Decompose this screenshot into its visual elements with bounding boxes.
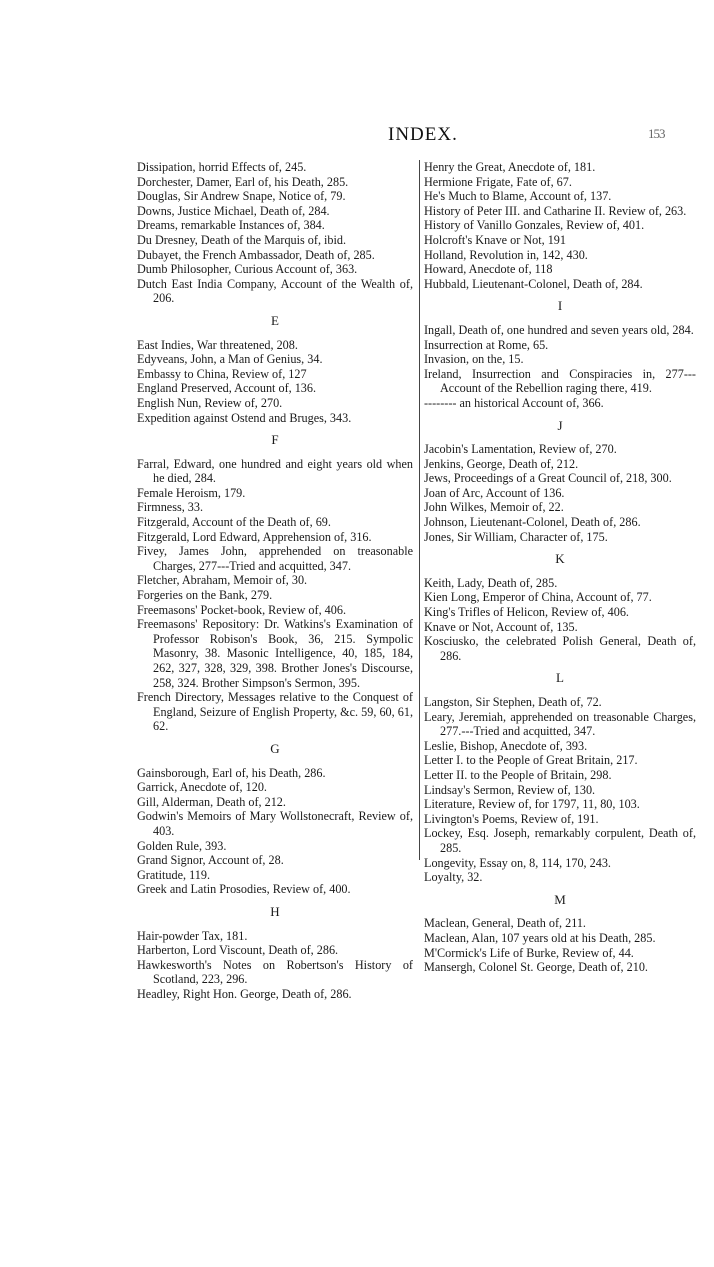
index-entry: Freemasons' Pocket-book, Review of, 406. [137,602,347,617]
index-entry: Dorchester, Damer, Earl of, his Death, 285. [137,174,349,189]
index-entry: Jenkins, George, Death of, 212. [424,456,579,471]
index-entry: Longevity, Essay on, 8, 114, 170, 243. [424,855,611,870]
index-entry: John Wilkes, Memoir of, 22. [424,500,564,515]
section-letter: M [554,891,566,907]
index-entry: Literature, Review of, for 1797, 11, 80, 103. [424,797,640,812]
index-entry: Gainsborough, Earl of, his Death, 286. [137,765,326,780]
section-letter: E [271,312,279,328]
index-entry: Joan of Arc, Account of 136. [424,485,565,500]
index-entry: Knave or Not, Account of, 135. [424,619,578,634]
index-entry: Jews, Proceedings of a Great Council of, 218, 300. [424,471,672,486]
section-letter: I [557,298,563,314]
index-entry: Loyalty, 32. [424,870,483,885]
column-divider [419,160,420,860]
index-entry: Insurrection at Rome, 65. [424,337,549,352]
index-entry: Firmness, 33. [137,500,204,515]
index-entry: Fitzgerald, Lord Edward, Apprehension of, 316. [137,529,372,544]
index-entry: Embassy to China, Review of, 127 [137,366,307,381]
index-entry: Female Heroism, 179. [137,485,246,500]
index-entry: Edyveans, John, a Man of Genius, 34. [137,352,323,367]
index-entry: Maclean, General, Death of, 211. [424,916,586,931]
section-letter: G [270,740,280,756]
index-entry: Du Dresney, Death of the Marquis of, ibid. [137,232,347,247]
index-entry: He's Much to Blame, Account of, 137. [424,189,612,204]
index-entry: Douglas, Sir Andrew Snape, Notice of, 79. [137,189,346,204]
index-entry: Jacobin's Lamentation, Review of, 270. [424,442,617,457]
index-entry: Keith, Lady, Death of, 285. [424,575,558,590]
index-entry: Lockey, Esq. Joseph, remarkably corpulent, Death of, 285. [424,826,696,855]
index-entry: Lindsay's Sermon, Review of, 130. [424,782,596,797]
index-entry: Hair-powder Tax, 181. [137,928,248,943]
index-entry: Jones, Sir William, Character of, 175. [424,529,608,544]
index-entry: Farral, Edward, one hundred and eight years old when he died, 284. [137,456,413,486]
section-letter: L [556,670,564,686]
index-entry: Harberton, Lord Viscount, Death of, 286. [137,943,339,958]
index-entry: Kien Long, Emperor of China, Account of, 77. [424,590,652,605]
index-entry: Maclean, Alan, 107 years old at his Death, 285. [424,930,656,945]
index-entry: Langston, Sir Stephen, Death of, 72. [424,695,602,709]
section-letter: J [557,417,563,433]
index-entry: Hawkesworth's Notes on Robertson's History of Scotland, 223, 296. [137,957,413,987]
index-entry: Leary, Jeremiah, apprehended on treasonable Charges, 277.---Tried and acquitted, 347. [424,709,696,739]
index-entry: Freemasons' Repository: Dr. Watkins's Examination of Professor Robison's Book, 36, 215. Sympolic Masonry, 38. Masonic Intelligence, 40, 185, 184, 262, 327, 328, 329, 398. Brother Jones's Discourse, 258, 324. Brother Simpson's Sermon, 395. [137,617,413,690]
index-entry: History of Vanillo Gonzales, Review of, 401. [424,218,645,233]
index-entry: French Directory, Messages relative to the Conquest of England, Seizure of English Property, &c. 59, 60, 61, 62. [137,690,413,734]
index-entry: Headley, Right Hon. George, Death of, 286. [137,986,352,1001]
index-entry: Holland, Revolution in, 142, 430. [424,247,588,262]
index-entry: England Preserved, Account of, 136. [137,381,317,396]
index-entry: Ireland, Insurrection and Conspiracies in, 277---Account of the Rebellion raging there, 419. [424,366,696,396]
index-entry: -------- an historical Account of, 366. [424,395,604,410]
index-entry: M'Cormick's Life of Burke, Review of, 44. [424,945,634,960]
index-entry: Forgeries on the Bank, 279. [137,588,273,603]
index-entry: East Indies, War threatened, 208. [137,337,298,352]
index-entry: Gratitude, 119. [137,867,210,882]
index-entry: English Nun, Review of, 270. [137,395,283,410]
index-entry: Holcroft's Knave or Not, 191 [424,232,566,247]
index-entry: Godwin's Memoirs of Mary Wollstonecraft, Review of, 403. [137,809,413,838]
index-entry: Dumb Philosopher, Curious Account of, 363. [137,262,358,277]
index-entry: Howard, Anecdote of, 118 [424,262,553,277]
index-entry: Dubayet, the French Ambassador, Death of, 285. [137,247,375,262]
index-column-right [424,160,696,975]
index-entry: Leslie, Bishop, Anecdote of, 393. [424,738,588,753]
index-entry: Johnson, Lieutenant-Colonel, Death of, 286. [424,515,641,530]
index-entry: Fletcher, Abraham, Memoir of, 30. [137,573,308,588]
index-entry: Expedition against Ostend and Bruges, 343. [137,410,352,425]
index-entry: King's Trifles of Helicon, Review of, 406. [424,605,629,620]
index-entry: Livington's Poems, Review of, 191. [424,811,599,826]
index-entry: Invasion, on the, 15. [424,352,524,367]
index-entry: Ingall, Death of, one hundred and seven years old, 284. [424,322,694,337]
index-entry: Downs, Justice Michael, Death of, 284. [137,203,330,218]
index-entry: Gill, Alderman, Death of, 212. [137,794,286,809]
index-entry: Hermione Frigate, Fate of, 67. [424,174,572,189]
index-entry: Dissipation, horrid Effects of, 245. [137,160,307,174]
index-entry: Kosciusko, the celebrated Polish General, Death of, 286. [424,634,696,663]
index-entry: Garrick, Anecdote of, 120. [137,780,267,795]
index-entry: History of Peter III. and Catharine II. Review of, 263. [424,203,687,218]
index-column-left [137,160,413,1001]
index-entry: Letter I. to the People of Great Britain, 217. [424,753,638,768]
index-entry: Letter II. to the People of Britain, 298. [424,767,612,782]
page-title: INDEX. [388,124,458,145]
section-letter: K [555,551,565,567]
index-entry: Grand Signor, Account of, 28. [137,853,284,868]
index-entry: Hubbald, Lieutenant-Colonel, Death of, 284. [424,276,643,291]
page-header [0,118,714,148]
section-letter: H [270,903,280,919]
index-entry: Fivey, James John, apprehended on treasonable Charges, 277---Tried and acquitted, 347. [137,544,413,573]
index-entry: Fitzgerald, Account of the Death of, 69. [137,515,331,530]
page-number: 153 [648,126,665,141]
index-entry: Mansergh, Colonel St. George, Death of, 210. [424,960,648,975]
index-entry: Henry the Great, Anecdote of, 181. [424,160,596,174]
index-entry: Greek and Latin Prosodies, Review of, 400. [137,882,351,897]
section-letter: F [271,432,279,448]
index-entry: Dreams, remarkable Instances of, 384. [137,218,325,233]
index-entry: Golden Rule, 393. [137,838,227,853]
index-entry: Dutch East India Company, Account of the Wealth of, 206. [137,276,413,306]
